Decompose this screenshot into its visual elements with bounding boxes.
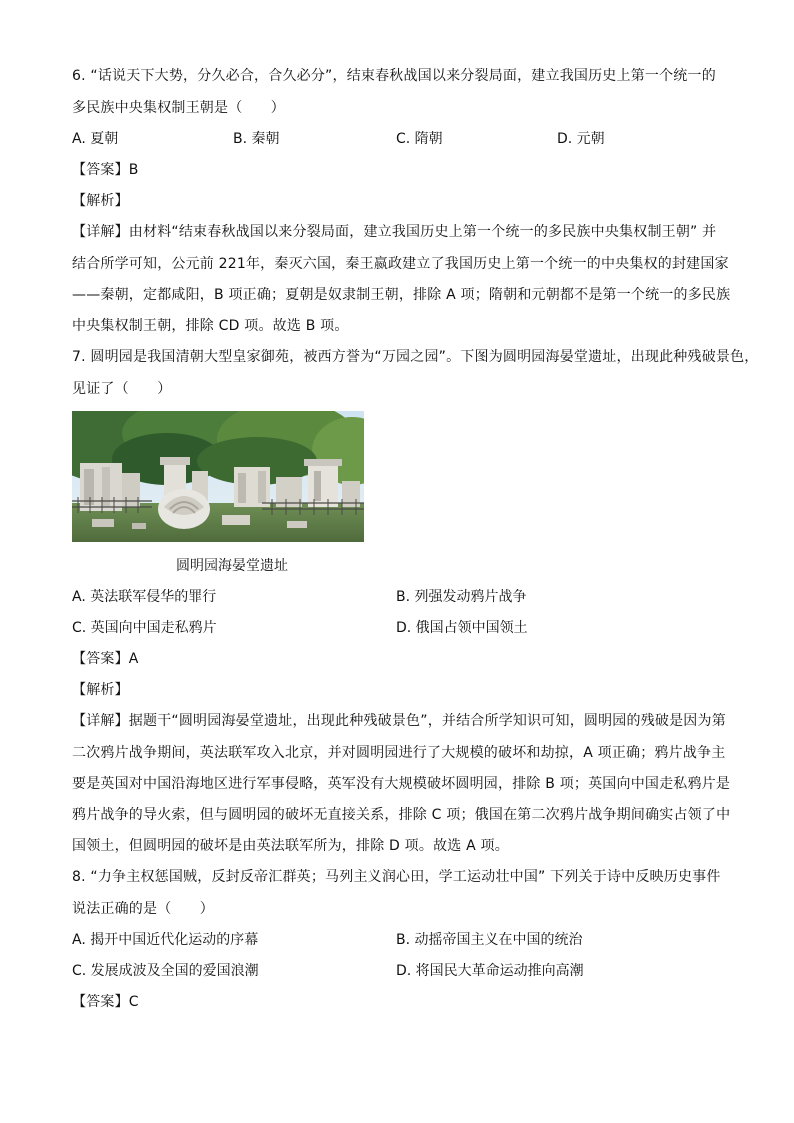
q7-detail-line: 要是英国对中国沿海地区进行军事侵略，英军没有大规模破坏圆明园，排除 B 项；英国向中国走私鸦片是 xyxy=(72,776,731,792)
q7-stem-line1: 7. 圆明园是我国清朝大型皇家御苑，被西方誉为“万园之园”。下图为圆明园海晏堂遗址，出现此种残破景色， xyxy=(72,349,759,365)
yuanmingyuan-ruins-photo xyxy=(72,411,364,542)
q7-stem-line2: 见证了（ ） xyxy=(72,381,172,397)
q8-stem-line2: 说法正确的是（ ） xyxy=(72,901,214,917)
q8-option-c: C. 发展成波及全国的爱国浪潮 xyxy=(72,963,259,979)
q6-option-b: B. 秦朝 xyxy=(233,131,280,147)
q8-stem-line1: 8. “力争主权惩国贼，反封反帝汇群英；马列主义润心田，学工运动壮中国” 下列关于诗中反映历史事件 xyxy=(72,869,721,885)
q7-option-a: A. 英法联军侵华的罪行 xyxy=(72,589,217,605)
q6-detail-line: 【详解】由材料“结束春秋战国以来分裂局面，建立我国历史上第一个统一的多民族中央集权制王朝” 并 xyxy=(72,224,717,240)
q7-option-d: D. 俄国占领中国领土 xyxy=(396,620,528,636)
q6-option-c: C. 隋朝 xyxy=(396,131,443,147)
q7-option-c: C. 英国向中国走私鸦片 xyxy=(72,620,217,636)
q7-detail-line: 【详解】据题干“圆明园海晏堂遗址，出现此种残破景色”，并结合所学知识可知，圆明园的残破是因为第 xyxy=(72,713,726,729)
q6-detail-line: 中央集权制王朝，排除 CD 项。故选 B 项。 xyxy=(72,318,349,334)
q7-detail-line: 鸦片战争的导火索，但与圆明园的破坏无直接关系，排除 C 项；俄国在第二次鸦片战争期间确实占领了中 xyxy=(72,807,731,823)
q6-option-a: A. 夏朝 xyxy=(72,131,119,147)
q7-answer: 【答案】A xyxy=(72,651,139,667)
q6-stem-line2: 多民族中央集权制王朝是（ ） xyxy=(72,100,285,116)
q7-detail-line: 国领土，但圆明园的破坏是由英法联军所为，排除 D 项。故选 A 项。 xyxy=(72,838,509,854)
photo-caption: 圆明园海晏堂遗址 xyxy=(176,558,288,574)
q6-answer: 【答案】B xyxy=(72,162,139,178)
q7-option-b: B. 列强发动鸦片战争 xyxy=(396,589,527,605)
q6-stem-line1: 6. “话说天下大势，分久必合，合久必分”，结束春秋战国以来分裂局面，建立我国历史上第一个统一的 xyxy=(72,68,716,84)
q6-detail-line: 结合所学可知，公元前 221年，秦灭六国，秦王嬴政建立了我国历史上第一个统一的中央集权的封建国家 xyxy=(72,256,729,272)
q7-analysis-label: 【解析】 xyxy=(72,682,129,698)
q7-detail-line: 二次鸦片战争期间，英法联军攻入北京，并对圆明园进行了大规模的破坏和劫掠，A 项正确；鸦片战争主 xyxy=(72,745,726,761)
q8-option-b: B. 动摇帝国主义在中国的统治 xyxy=(396,932,583,948)
q8-answer: 【答案】C xyxy=(72,994,139,1010)
q6-analysis-label: 【解析】 xyxy=(72,193,129,209)
q8-option-d: D. 将国民大革命运动推向高潮 xyxy=(396,963,584,979)
q6-option-d: D. 元朝 xyxy=(557,131,605,147)
q8-option-a: A. 揭开中国近代化运动的序幕 xyxy=(72,932,259,948)
q6-detail-line: ——秦朝，定都咸阳，B 项正确；夏朝是奴隶制王朝，排除 A 项；隋朝和元朝都不是第一个统一的多民族 xyxy=(72,287,731,303)
